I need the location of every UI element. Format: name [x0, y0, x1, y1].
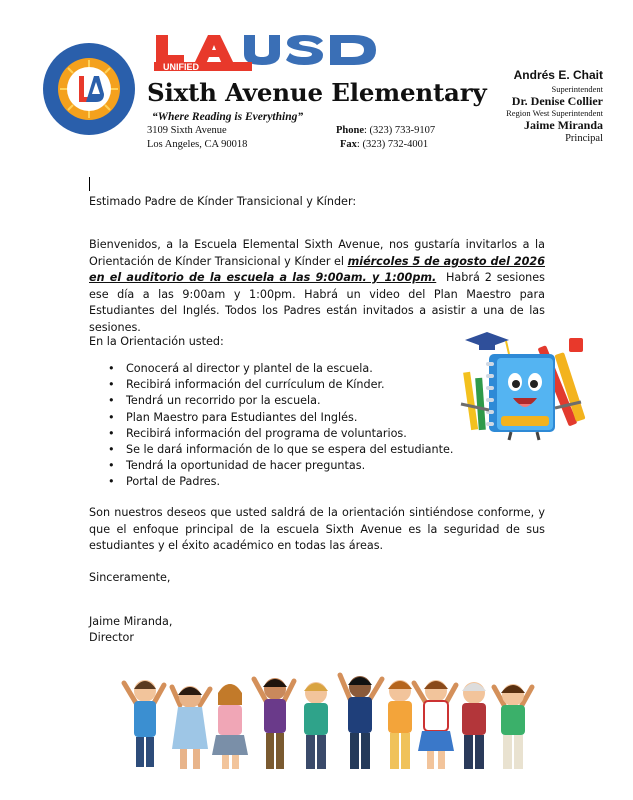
superintendent-name: Andrés E. Chait — [513, 68, 603, 82]
invitation-text-start: Bienvenidos, a la Escuela Elemental Sixth Avenue, nos gustaría invitarlos a la Orientación de Kínder Transicional y Kínder el — [89, 238, 545, 268]
fax-line — [340, 138, 428, 152]
fax-number: : (323) 732-4001 — [356, 139, 429, 150]
text-cursor — [89, 177, 90, 191]
list-item: • Recibirá información del currículum de Kínder. — [108, 377, 453, 393]
lausd-seal-logo — [42, 42, 136, 136]
region-superintendent-title: Region West Superintendent — [506, 108, 603, 118]
invitation-paragraph — [89, 237, 549, 336]
principal-title: Principal — [565, 133, 603, 144]
phone-number: : (323) 733-9107 — [364, 125, 436, 136]
unified-text: UNIFIED — [163, 62, 199, 71]
principal-name: Jaime Miranda — [524, 118, 603, 132]
phone-label: Phone — [336, 125, 365, 136]
invitation-text-end: Habrá 2 sesiones ese día a las 9:00am y 1:00pm. Habrá un video del Plan Maestro para Estudiantes del Inglés. Todos los Padres están invitados a asistir a una de las sesiones. — [89, 271, 549, 334]
event-date-highlight: miércoles 5 de agosto del 2026 en el auditorio de la escuela a las 9:00am. y 1:00pm. — [89, 254, 545, 284]
signature-name: Jaime Miranda, — [89, 615, 173, 628]
orientation-intro: En la Orientación usted: — [89, 335, 224, 348]
letter-closing: Sinceramente, — [89, 571, 171, 584]
address-city: Los Angeles, CA 90018 — [147, 139, 248, 150]
phone-line — [336, 124, 435, 138]
address-street: 3109 Sixth Avenue — [147, 125, 227, 136]
list-item: • Tendrá un recorrido por la escuela. — [108, 393, 453, 409]
list-item: • Portal de Padres. — [108, 474, 453, 490]
signature-title: Director — [89, 631, 134, 644]
fax-label: Fax — [340, 139, 357, 150]
notebook-school-supplies-illustration — [457, 330, 597, 442]
school-motto: “Where Reading is Everything” — [152, 111, 304, 123]
region-superintendent-name: Dr. Denise Collier — [511, 94, 603, 108]
list-item: • Plan Maestro para Estudiantes del Inglés. — [108, 410, 453, 426]
closing-paragraph: Son nuestros deseos que usted saldrá de la orientación sintiéndose conforme, y que el enfoque principal de la escuela Sixth Avenue es la seguridad de sus estudiantes y el éxito académico en todas las áreas. — [89, 506, 545, 552]
school-name: Sixth Avenue Elementary — [147, 78, 487, 107]
list-item: • Recibirá información del programa de voluntarios. — [108, 426, 453, 442]
children-group-illustration — [118, 665, 538, 780]
lausd-wordmark-logo — [154, 33, 416, 71]
superintendent-title: Superintendent — [551, 84, 603, 94]
orientation-bullet-list — [108, 361, 453, 491]
list-item: • Se le dará información de lo que se espera del estudiante. — [108, 442, 453, 458]
list-item: • Conocerá al director y plantel de la escuela. — [108, 361, 453, 377]
letter-greeting: Estimado Padre de Kínder Transicional y Kínder: — [89, 195, 357, 208]
list-item: • Tendrá la oportunidad de hacer preguntas. — [108, 458, 453, 474]
